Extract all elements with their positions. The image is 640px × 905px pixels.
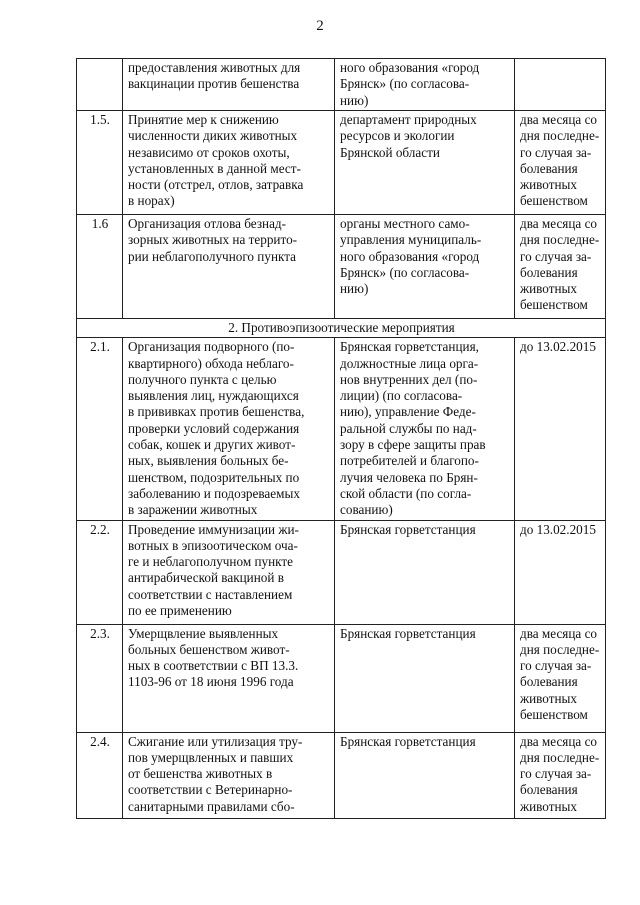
item-number: 2.4.: [77, 732, 123, 818]
item-number: 2.3.: [77, 624, 123, 732]
responsible-cell: департамент природных ресурсов и экологии Брянской области: [335, 111, 515, 215]
item-number: [77, 59, 123, 111]
table-row: [77, 338, 606, 520]
table-row: [77, 732, 606, 818]
responsible-cell: Брянская горветстанция: [335, 624, 515, 732]
responsible-cell: органы местного само- управления муниципаль- ного образования «город Брянск» (по согласова- нию): [335, 215, 515, 319]
table-row: [77, 111, 606, 215]
action-cell: Сжигание или утилизация тру- пов умерщвленных и павших от бешенства животных в соответствии с Ветеринарно- санитарными правилами сбо-: [123, 732, 335, 818]
table-row: [77, 59, 606, 111]
item-number: 1.6: [77, 215, 123, 319]
measures-table: [76, 58, 606, 819]
action-cell: Организация подворного (по- квартирного) обхода неблаго- получного пункта с целью выявления лиц, нуждающихся в прививках против бешенства, проверки условий содержания собак, кошек и других живот- ных, выявления больных бе- шенством, подозрительных по заболеванию и подозреваемых в заражении животных: [123, 338, 335, 520]
item-number: 2.1.: [77, 338, 123, 520]
item-number: 2.2.: [77, 520, 123, 624]
deadline-cell: два месяца со дня последне- го случая за- болевания животных бешенством: [515, 215, 606, 319]
deadline-cell: [515, 59, 606, 111]
responsible-cell: Брянская горветстанция: [335, 732, 515, 818]
page-number: 2: [316, 18, 324, 34]
responsible-cell: Брянская горветстанция, должностные лица орга- нов внутренних дел (по- лиции) (по согласова- нию), управление Феде- ральной службы по над- зору в сфере защиты прав потребителей и благопо- лучия человека по Брян- ской области (по согла- сованию): [335, 338, 515, 520]
responsible-cell: Брянская горветстанция: [335, 520, 515, 624]
action-cell: предоставления животных для вакцинации против бешенства: [123, 59, 335, 111]
deadline-cell: два месяца со дня последне- го случая за- болевания животных бешенством: [515, 111, 606, 215]
table-row: [77, 520, 606, 624]
action-cell: Принятие мер к снижению численности диких животных независимо от сроков охоты, установленных в данной мест- ности (отстрел, отлов, затравка в норах): [123, 111, 335, 215]
deadline-cell: до 13.02.2015: [515, 520, 606, 624]
section-header-row: [77, 319, 606, 338]
table-row: [77, 624, 606, 732]
table-row: [77, 215, 606, 319]
deadline-cell: до 13.02.2015: [515, 338, 606, 520]
action-cell: Организация отлова безнад- зорных животных на террито- рии неблагополучного пункта: [123, 215, 335, 319]
section-title: 2. Противоэпизоотические мероприятия: [77, 319, 606, 338]
responsible-cell: ного образования «город Брянск» (по согласова- нию): [335, 59, 515, 111]
deadline-cell: два месяца со дня последне- го случая за- болевания животных: [515, 732, 606, 818]
deadline-cell: два месяца со дня последне- го случая за- болевания животных бешенством: [515, 624, 606, 732]
action-cell: Проведение иммунизации жи- вотных в эпизоотическом оча- ге и неблагополучном пункте антирабической вакциной в соответствии с наставлением по ее применению: [123, 520, 335, 624]
item-number: 1.5.: [77, 111, 123, 215]
action-cell: Умерщвление выявленных больных бешенством живот- ных в соответствии с ВП 13.3. 1103-96 от 18 июня 1996 года: [123, 624, 335, 732]
